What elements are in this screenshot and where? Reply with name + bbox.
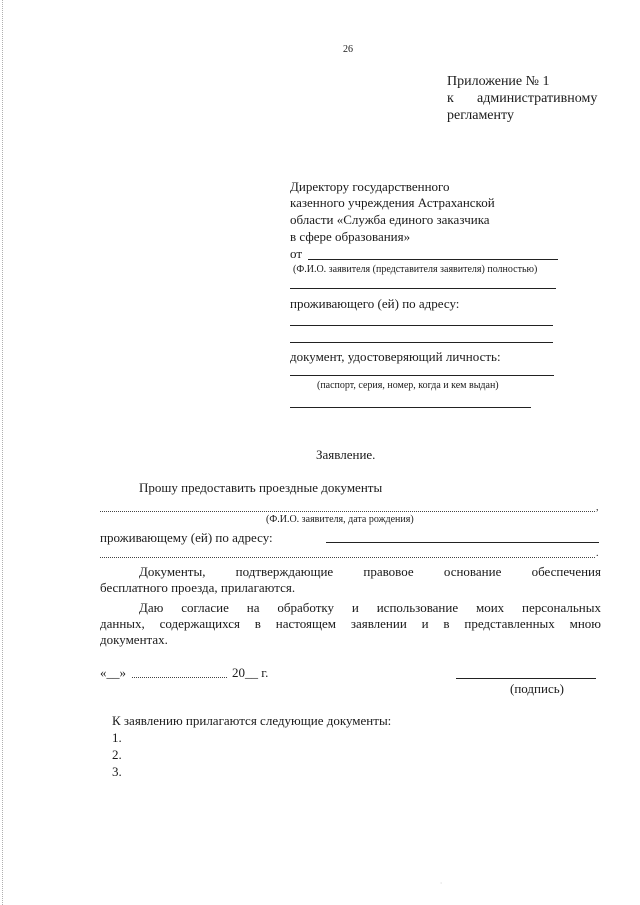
paragraph-2-line-1: Даю согласие на обработку и использование моих персональных xyxy=(139,600,601,615)
from-label: от xyxy=(290,246,303,261)
paragraph-2-line-2: данных, содержащихся в настоящем заявлении и в представленных мною xyxy=(100,616,601,631)
applicant-hint: (Ф.И.О. заявителя (представителя заявителя) полностью) xyxy=(293,264,538,275)
addressee-line-3: области «Служба единого заказчика xyxy=(290,212,490,227)
statement-title: Заявление. xyxy=(316,447,376,462)
passport-hint: (паспорт, серия, номер, когда и кем выдан) xyxy=(317,380,499,391)
name-hint: (Ф.И.О. заявителя, дата рождения) xyxy=(266,514,414,525)
addressee-line-4: в сфере образования» xyxy=(290,229,411,244)
address-line-1[interactable] xyxy=(290,325,553,326)
date-year[interactable]: 20__ г. xyxy=(232,665,269,680)
addressee-line-1: Директору государственного xyxy=(290,179,450,194)
page-edge xyxy=(2,0,4,905)
appendix-k: к xyxy=(447,91,454,106)
scan-speck: ∙ xyxy=(440,878,443,888)
appendix-regulation: регламенту xyxy=(447,108,514,123)
applicant-extra-line[interactable] xyxy=(290,288,556,289)
statement-address-line-1[interactable] xyxy=(326,542,599,543)
address-line-2[interactable] xyxy=(290,342,553,343)
attachments-title: К заявлению прилагаются следующие документы: xyxy=(112,713,392,728)
id-document-line-2[interactable] xyxy=(290,407,531,408)
signature-label: (подпись) xyxy=(510,681,564,696)
paragraph-2-line-3: документах. xyxy=(100,632,168,647)
paragraph-1-line-2: бесплатного проезда, прилагаются. xyxy=(100,580,296,595)
date-month-field[interactable] xyxy=(132,677,227,678)
id-document-line-1[interactable] xyxy=(290,375,554,376)
signature-line[interactable] xyxy=(456,678,596,679)
paragraph-1-line-1: Документы, подтверждающие правовое основание обеспечения xyxy=(139,564,601,579)
statement-residing-label: проживающему (ей) по адресу: xyxy=(100,530,273,545)
page-number: 26 xyxy=(343,44,353,55)
attachment-item-3: 3. xyxy=(112,764,122,779)
statement-address-line-2[interactable] xyxy=(100,557,595,558)
attachment-item-2: 2. xyxy=(112,747,122,762)
applicant-name-field[interactable] xyxy=(100,511,595,512)
addressee-line-2: казенного учреждения Астраханской xyxy=(290,195,495,210)
residing-label: проживающего (ей) по адресу: xyxy=(290,296,460,311)
appendix-title: Приложение № 1 xyxy=(447,74,550,89)
request-text: Прошу предоставить проездные документы xyxy=(139,480,383,495)
applicant-name-line[interactable] xyxy=(308,259,558,260)
appendix-administrative: административному xyxy=(477,91,598,106)
attachment-item-1: 1. xyxy=(112,730,122,745)
id-document-label: документ, удостоверяющий личность: xyxy=(290,349,501,364)
document-page: 26 Приложение № 1 к административному регламенту Директору государственного казенного учреждения Астраханской области «Служба единого заказчика в сфере образования» от (Ф.И.О. заявителя (представителя заявителя) полностью) проживающего (ей) по адресу: документ, удостоверяющий личность: (паспорт, серия, номер, когда и кем выдан) Заявление. Прошу предоставить проездные документы , (Ф.И.О. заявителя, дата рождения) проживающему (ей) по адресу: . Документы, подтверждающие правовое основание обеспечения бесплатного проезда, прилагаются. Даю согласие на обработку и использование моих персональных данных, содержащихся в настоящем заявлении и в представленных мною документах. «__» 20__ г. (подпись) К заявлению прилагаются следующие документы: 1. 2. 3. ∙ xyxy=(0,0,640,905)
date-day[interactable]: «__» xyxy=(100,665,126,680)
